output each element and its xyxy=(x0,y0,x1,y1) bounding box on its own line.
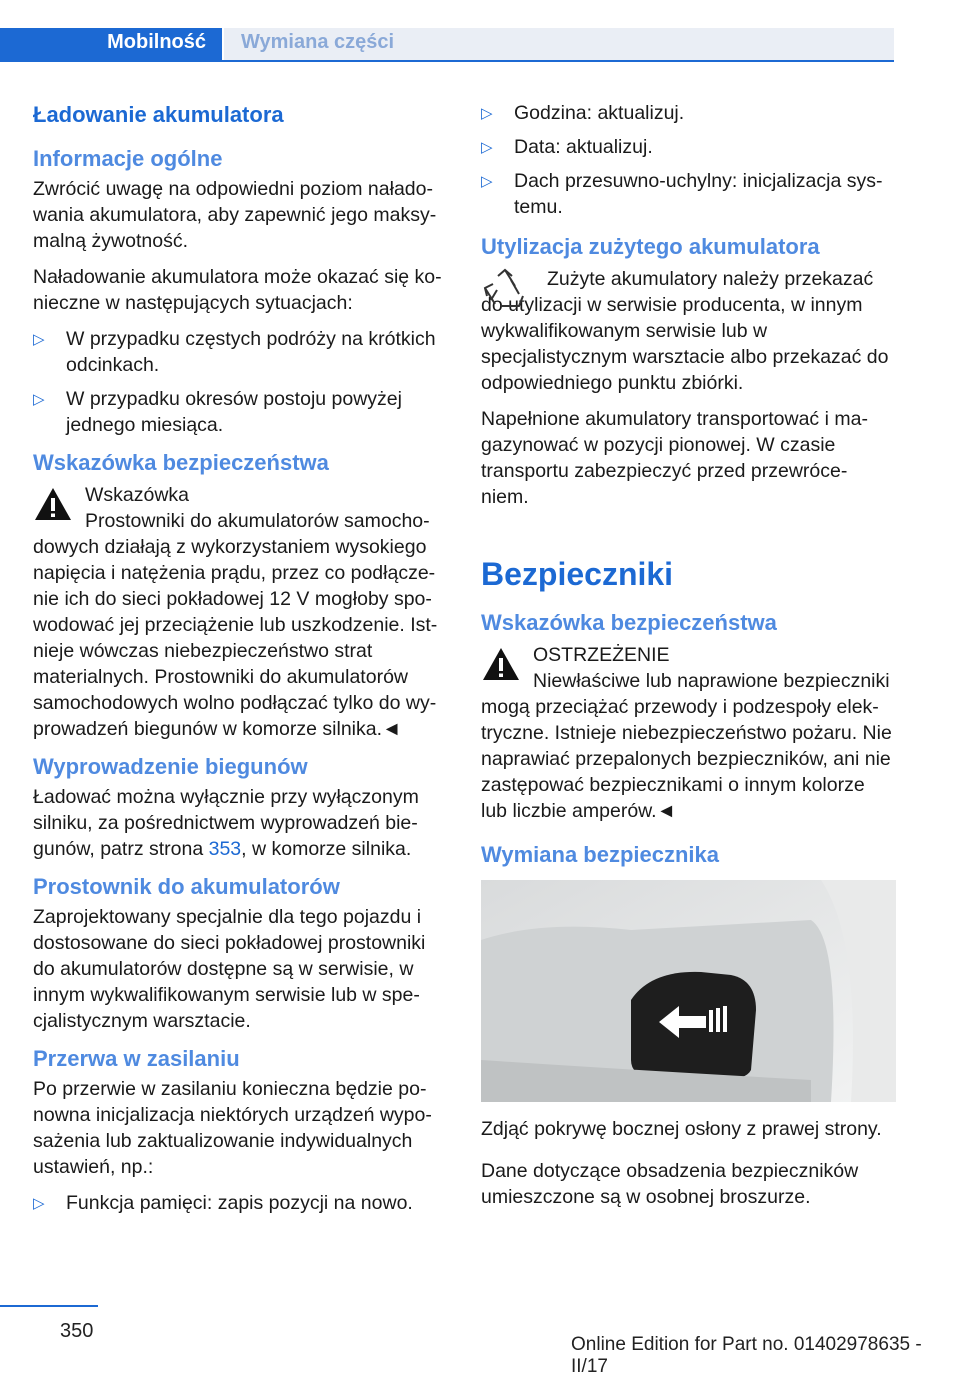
triangle-bullet-icon: ▷ xyxy=(481,173,493,190)
warning-triangle-icon xyxy=(33,486,73,522)
tab-mobilnosc[interactable] xyxy=(0,28,222,60)
triangle-bullet-icon: ▷ xyxy=(481,105,493,122)
triangle-bullet-icon: ▷ xyxy=(33,391,45,408)
heading-disposal: Utylizacja zużytego akumulatora xyxy=(481,234,820,259)
list-item: ▷ Data: aktualizuj. xyxy=(481,134,896,160)
edition-note: Online Edition for Part no. 01402978635 - II/17 xyxy=(571,1334,922,1377)
heading-charging: Ładowanie akumulatora xyxy=(33,102,284,127)
warning-text: Niewłaściwe lub naprawione bezpieczniki mogą przeciążać przewody i podzespoły elek- tryczne. Istnieje niebezpieczeństwo pożaru. Nie naprawiać przepalonych bezpieczników, ani nie zastępować bezpiecznikami o innym kolorze lub liczbie amperów.◄ xyxy=(481,670,892,822)
paragraph-power-interruption: Po przerwie w zasilaniu konieczna będzie po- nowna inicjalizacja niektórych urządzeń wypo- sażenia lub zaktualizowanie indywidualnych ustawień, np.: xyxy=(33,1078,432,1178)
notice-text: Prostowniki do akumulatorów samocho- dowych działają z wykorzystaniem wysokiego napięcia i natężenia prądu, przez co podłącze- nie ich do sieci pokładowej 12 V mogłoby spo- wodować jej przeciążenie lub uszkodzenie. Ist- nieje wówczas niebezpieczeństwo strat materialnych. Prostowniki do akumulatorów samochodowych wolno podłączać tylko do wy- prowadzeń biegunów w komorze silnika.◄ xyxy=(33,510,438,740)
disposal-text: Zużyte akumulatory należy przekazać do utylizacji w serwisie producenta, w innym wykwalifikowanym serwisie lub w specjalistycznym warsztacie albo przekazać do odpowiedniego punktu zbiórki. xyxy=(481,268,889,394)
list-item: ▷ W przypadku okresów postoju powyżej jednego miesiąca. xyxy=(33,388,402,436)
paragraph-charge-level: Zwrócić uwagę na odpowiedni poziom nałado- wania akumulatora, aby zapewnić jego maksy- malną żywotność. xyxy=(33,178,437,252)
heading-general-info: Informacje ogólne xyxy=(33,146,223,171)
triangle-bullet-icon: ▷ xyxy=(33,331,45,348)
tab-wymiana-czesci-label: Wymiana części xyxy=(241,31,395,53)
list-item: ▷ Dach przesuwno-uchylny: inicjalizacja sys- temu. xyxy=(481,170,883,218)
safety-notice xyxy=(33,482,448,742)
heading-fuses: Bezpieczniki xyxy=(481,556,674,592)
bullet-list-updates xyxy=(481,100,896,220)
paragraph-charge-situations: Naładowanie akumulatora może okazać się ko- nieczne w następujących sytuacjach: xyxy=(33,266,442,314)
page-link-353[interactable]: 353 xyxy=(208,838,242,860)
right-column xyxy=(481,100,896,1220)
bullet-list-situations xyxy=(33,326,448,438)
paragraph-transport: Napełnione akumulatory transportować i ma- gazynować w pozycji pionowej. W czasie transportu zabezpieczyć przed przewróce- niem. xyxy=(481,408,868,508)
list-item: ▷ W przypadku częstych podróży na krótkich odcinkach. xyxy=(33,328,436,376)
footer-rule xyxy=(0,1305,98,1307)
paragraph-terminals: Ładować można wyłącznie przy wyłączonym silniku, za pośrednictwem wyprowadzeń bie- gunów, patrz strona 353, w komorze silnika. xyxy=(33,786,419,860)
heading-fuse-replacement: Wymiana bezpiecznika xyxy=(481,842,720,867)
header-rule xyxy=(0,60,894,62)
list-item: ▷ Godzina: aktualizuj. xyxy=(481,100,896,126)
page-number: 350 xyxy=(60,1320,94,1342)
heading-safety-note: Wskazówka bezpieczeństwa xyxy=(33,450,329,475)
paragraph-fuse-brochure: Dane dotyczące obsadzenia bezpieczników umieszczone są w osobnej broszurze. xyxy=(481,1160,859,1208)
heading-fuse-safety: Wskazówka bezpieczeństwa xyxy=(481,610,777,635)
list-item: ▷ Funkcja pamięci: zapis pozycji na nowo. xyxy=(33,1190,448,1216)
bullet-list-memory xyxy=(33,1190,448,1216)
disposal-notice xyxy=(481,266,896,396)
tab-wymiana-czesci[interactable] xyxy=(224,28,894,60)
paragraph-charger: Zaprojektowany specjalnie dla tego pojazdu i dostosowane do sieci pokładowej prostowniki do akumulatorów dostępne są w serwisie, w innym wykwalifikowanym serwisie lub w spe- cjalistycznym warsztacie. xyxy=(33,906,426,1032)
fuse-cover-photo xyxy=(481,880,896,1102)
notice-title: Wskazówka xyxy=(85,484,190,506)
fuse-warning xyxy=(481,642,896,824)
photo-caption: Zdjąć pokrywę bocznej osłony z prawej strony. xyxy=(481,1118,882,1140)
triangle-bullet-icon: ▷ xyxy=(481,139,493,156)
warning-triangle-icon xyxy=(481,646,521,682)
recycle-icon xyxy=(481,266,529,314)
heading-power-interruption: Przerwa w zasilaniu xyxy=(33,1046,240,1071)
heading-charger: Prostownik do akumulatorów xyxy=(33,874,340,899)
heading-terminals: Wyprowadzenie biegunów xyxy=(33,754,308,779)
warning-title: OSTRZEŻENIE xyxy=(533,644,670,666)
left-column xyxy=(33,100,448,1226)
tab-mobilnosc-label: Mobilność xyxy=(107,31,206,53)
triangle-bullet-icon: ▷ xyxy=(33,1195,45,1212)
header xyxy=(0,0,960,62)
